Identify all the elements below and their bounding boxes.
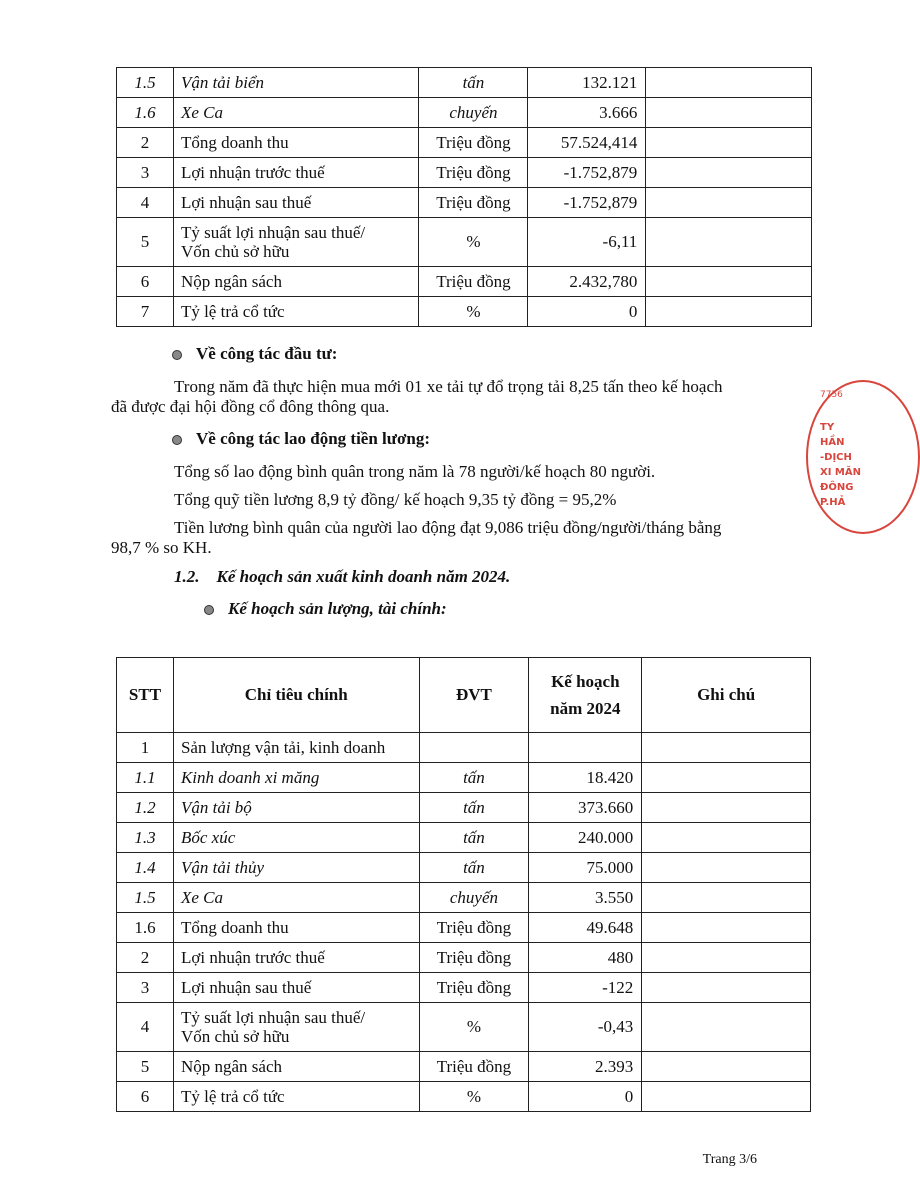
cell-note: [646, 68, 812, 98]
cell-unit: Triệu đồng: [419, 267, 528, 297]
cell-name: Lợi nhuận sau thuế: [173, 188, 419, 218]
cell-name: Tỷ lệ trả cổ tức: [173, 297, 419, 327]
table-row: [117, 128, 812, 158]
cell-name: Tổng doanh thu: [173, 128, 419, 158]
cell-value: 240.000: [529, 823, 642, 853]
cell-name: Tỷ suất lợi nhuận sau thuế/ Vốn chủ sở hữu: [173, 1003, 419, 1052]
cell-note: [642, 943, 811, 973]
cell-note: [646, 158, 812, 188]
cell-stt: 1.5: [117, 883, 174, 913]
investment-text-line2: đã được đại hội đồng cổ đông thông qua.: [111, 397, 390, 416]
labor-text-line1: Tổng số lao động bình quân trong năm là 78 người/kế hoạch 80 người.: [174, 462, 656, 481]
cell-value: 0: [528, 297, 646, 327]
table-row: [117, 68, 812, 98]
cell-stt: 3: [117, 158, 174, 188]
table-row: [117, 733, 811, 763]
cell-unit: Triệu đồng: [419, 943, 529, 973]
cell-stt: 1.4: [117, 853, 174, 883]
cell-unit: %: [419, 218, 528, 267]
header-name: Chỉ tiêu chính: [173, 658, 419, 733]
cell-unit: tấn: [419, 823, 529, 853]
cell-stt: 6: [117, 1082, 174, 1112]
table-row: [117, 883, 811, 913]
cell-unit: Triệu đồng: [419, 913, 529, 943]
cell-value: 2.432,780: [528, 267, 646, 297]
cell-unit: tấn: [419, 68, 528, 98]
cell-unit: [419, 733, 529, 763]
cell-value: 18.420: [529, 763, 642, 793]
cell-note: [646, 267, 812, 297]
cell-stt: 1.6: [117, 98, 174, 128]
cell-unit: tấn: [419, 763, 529, 793]
cell-note: [646, 218, 812, 267]
cell-name: Bốc xúc: [173, 823, 419, 853]
cell-note: [642, 793, 811, 823]
header-stt: STT: [117, 658, 174, 733]
cell-stt: 3: [117, 973, 174, 1003]
cell-name: Kinh doanh xi măng: [173, 763, 419, 793]
cell-unit: tấn: [419, 853, 529, 883]
table-row: [117, 763, 811, 793]
cell-unit: chuyến: [419, 883, 529, 913]
cell-unit: %: [419, 1003, 529, 1052]
investment-text-line1: Trong năm đã thực hiện mua mới 01 xe tải tự đổ trọng tải 8,25 tấn theo kế hoạch: [174, 377, 723, 396]
cell-stt: 5: [117, 218, 174, 267]
cell-name: Tổng doanh thu: [173, 913, 419, 943]
table-row: [117, 158, 812, 188]
cell-name: Vận tải thủy: [173, 853, 419, 883]
labor-text-line4: 98,7 % so KH.: [111, 538, 212, 557]
cell-value: [529, 733, 642, 763]
stamp-number: 7756: [820, 390, 843, 400]
stamp-line: HẦN: [820, 437, 845, 448]
cell-name: Lợi nhuận trước thuế: [173, 158, 419, 188]
plan-table-body: [117, 733, 811, 1112]
stamp-line: -DỊCH: [820, 452, 852, 463]
cell-name: Lợi nhuận sau thuế: [173, 973, 419, 1003]
table-row: [117, 1052, 811, 1082]
cell-name: Nộp ngân sách: [173, 267, 419, 297]
table-row: [117, 188, 812, 218]
table-row: [117, 1003, 811, 1052]
cell-note: [646, 128, 812, 158]
cell-note: [642, 1052, 811, 1082]
cell-unit: Triệu đồng: [419, 973, 529, 1003]
cell-stt: 2: [117, 943, 174, 973]
cell-note: [642, 1082, 811, 1112]
table-row: [117, 913, 811, 943]
investment-heading: Về công tác đầu tư:: [172, 343, 337, 365]
cell-value: 132.121: [528, 68, 646, 98]
cell-stt: 4: [117, 188, 174, 218]
cell-name: Vận tải bộ: [173, 793, 419, 823]
header-plan: Kế hoạch năm 2024: [529, 658, 642, 733]
cell-note: [642, 763, 811, 793]
labor-text-line2: Tổng quỹ tiền lương 8,9 tỷ đồng/ kế hoạch 9,35 tỷ đồng = 95,2%: [174, 490, 617, 509]
stamp-line: TY: [820, 422, 835, 433]
table-row: [117, 267, 812, 297]
cell-unit: tấn: [419, 793, 529, 823]
cell-stt: 1.2: [117, 793, 174, 823]
cell-value: -0,43: [529, 1003, 642, 1052]
cell-unit: Triệu đồng: [419, 128, 528, 158]
cell-stt: 1.1: [117, 763, 174, 793]
stamp-line: ĐÔNG: [820, 482, 854, 493]
cell-value: 3.666: [528, 98, 646, 128]
cell-stt: 6: [117, 267, 174, 297]
plan-sub-heading: Kế hoạch sản lượng, tài chính:: [204, 598, 447, 620]
plan-table: [116, 657, 811, 1112]
header-unit: ĐVT: [419, 658, 529, 733]
cell-stt: 5: [117, 1052, 174, 1082]
cell-note: [642, 853, 811, 883]
table-row: [117, 793, 811, 823]
labor-text-line3: Tiền lương bình quân của người lao động đạt 9,086 triệu đồng/người/tháng bằng: [174, 518, 722, 537]
cell-unit: Triệu đồng: [419, 188, 528, 218]
table-row: [117, 823, 811, 853]
cell-stt: 1.6: [117, 913, 174, 943]
cell-value: 373.660: [529, 793, 642, 823]
cell-unit: chuyến: [419, 98, 528, 128]
cell-unit: Triệu đồng: [419, 1052, 529, 1082]
table-row: [117, 297, 812, 327]
stamp-text: [820, 420, 861, 510]
labor-heading: Về công tác lao động tiền lương:: [172, 428, 430, 450]
results-table-body: [117, 68, 812, 327]
header-note: Ghi chú: [642, 658, 811, 733]
cell-value: 0: [529, 1082, 642, 1112]
bullet-icon: [172, 435, 182, 445]
cell-value: 49.648: [529, 913, 642, 943]
cell-name: Xe Ca: [173, 883, 419, 913]
table-row: [117, 943, 811, 973]
stamp-line: P.HẢ: [820, 497, 846, 508]
bullet-icon: [204, 605, 214, 615]
bullet-icon: [172, 350, 182, 360]
cell-unit: %: [419, 297, 528, 327]
table-row: [117, 1082, 811, 1112]
cell-note: [646, 188, 812, 218]
cell-value: -122: [529, 973, 642, 1003]
cell-note: [646, 98, 812, 128]
cell-note: [642, 733, 811, 763]
cell-value: 57.524,414: [528, 128, 646, 158]
cell-value: -1.752,879: [528, 158, 646, 188]
cell-name: Lợi nhuận trước thuế: [173, 943, 419, 973]
cell-value: -6,11: [528, 218, 646, 267]
cell-stt: 4: [117, 1003, 174, 1052]
stamp-line: XI MĂN: [820, 467, 861, 478]
cell-name: Tỷ lệ trả cổ tức: [173, 1082, 419, 1112]
cell-name: Xe Ca: [173, 98, 419, 128]
table-row: [117, 218, 812, 267]
cell-stt: 1.5: [117, 68, 174, 98]
cell-name: Vận tải biển: [173, 68, 419, 98]
cell-note: [646, 297, 812, 327]
company-stamp: [806, 380, 866, 530]
cell-value: 75.000: [529, 853, 642, 883]
cell-value: -1.752,879: [528, 188, 646, 218]
plan-table-header: [117, 658, 811, 733]
table-row: [117, 853, 811, 883]
cell-name: Tỷ suất lợi nhuận sau thuế/ Vốn chủ sở hữu: [173, 218, 419, 267]
cell-value: 2.393: [529, 1052, 642, 1082]
page-number: Trang 3/6: [702, 1152, 757, 1167]
cell-note: [642, 973, 811, 1003]
cell-note: [642, 883, 811, 913]
cell-note: [642, 913, 811, 943]
cell-name: Nộp ngân sách: [173, 1052, 419, 1082]
cell-stt: 2: [117, 128, 174, 158]
cell-value: 480: [529, 943, 642, 973]
plan-section-title: 1.2. Kế hoạch sản xuất kinh doanh năm 2024.: [174, 567, 511, 586]
cell-note: [642, 823, 811, 853]
cell-unit: %: [419, 1082, 529, 1112]
cell-note: [642, 1003, 811, 1052]
table-row: [117, 98, 812, 128]
cell-name: Sản lượng vận tải, kinh doanh: [173, 733, 419, 763]
cell-stt: 1.3: [117, 823, 174, 853]
cell-unit: Triệu đồng: [419, 158, 528, 188]
cell-stt: 7: [117, 297, 174, 327]
results-table: [116, 67, 812, 327]
cell-stt: 1: [117, 733, 174, 763]
cell-value: 3.550: [529, 883, 642, 913]
table-row: [117, 973, 811, 1003]
